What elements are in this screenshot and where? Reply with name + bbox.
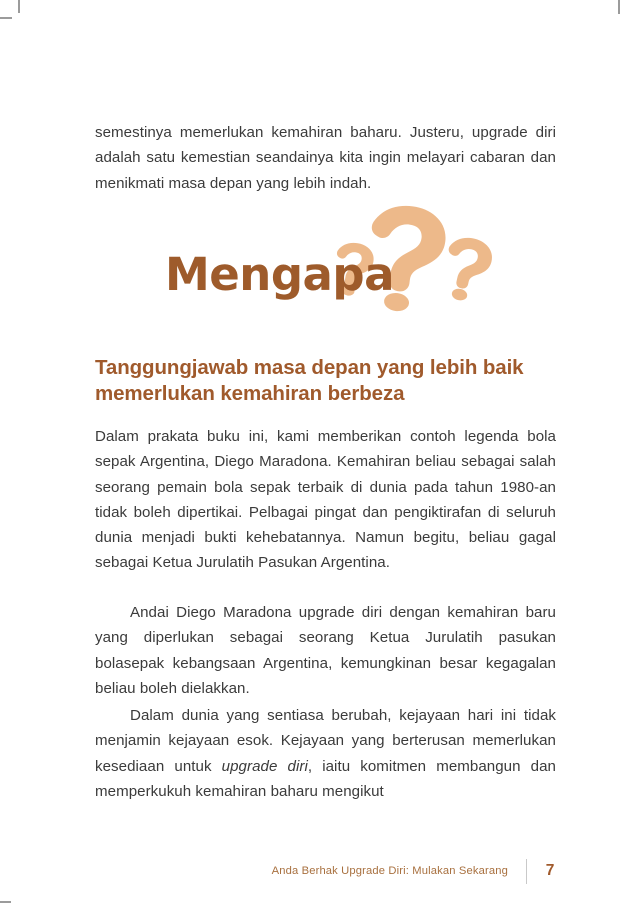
section-heading-text: Tanggungjawab masa depan yang lebih baik memerlukan kemahiran berbeza bbox=[95, 356, 524, 405]
paragraph-text-part2: , iaitu komitmen membangun dan memperkukuh kemahiran baharu mengikut bbox=[95, 757, 556, 800]
paragraph-emphasis-upgrade-diri: upgrade diri bbox=[221, 757, 308, 775]
paragraph-dunia-berubah bbox=[95, 703, 556, 804]
footer-book-title: Anda Berhak Upgrade Diri: Mulakan Sekarang bbox=[271, 865, 508, 877]
footer-page-number: 7 bbox=[545, 862, 555, 879]
crop-mark-bottom-left-horizontal bbox=[0, 901, 11, 903]
crop-mark-top-left-horizontal bbox=[0, 17, 12, 19]
paragraph-andai-maradona bbox=[95, 600, 556, 701]
page-footer bbox=[95, 858, 556, 884]
mengapa-display-art bbox=[95, 196, 556, 324]
paragraph-text: Andai Diego Maradona upgrade diri dengan kemahiran baru yang diperlukan sebagai seorang Ketua Jurulatih pasukan bolasepak kebangsaan Argentina, kemungkinan besar kegagalan beliau boleh dielakkan. bbox=[95, 604, 556, 697]
paragraph-text bbox=[95, 703, 556, 804]
opening-paragraph: semestinya memerlukan kemahiran baharu. Justeru, upgrade diri adalah satu kemestian seandainya kita ingin melayari cabaran dan menikmati masa depan yang lebih indah. bbox=[95, 124, 556, 192]
question-mark-medium-right-icon bbox=[443, 236, 493, 302]
crop-mark-top-left-vertical bbox=[18, 0, 20, 13]
paragraph-text: Dalam prakata buku ini, kami memberikan contoh legenda bola sepak Argentina, Diego Maradona. Kemahiran beliau sebagai salah seorang pemain bola sepak terbaik di dunia pada tahun 1980-an tidak boleh dipertikai. Pelbagai pingat dan pengiktirafan di seluruh dunia menjadi bukti kehebatannya. Namun begitu, beliau gagal sebagai Ketua Jurulatih Pasukan Argentina. bbox=[95, 428, 556, 572]
paragraph-maradona-intro bbox=[95, 424, 556, 576]
mengapa-word: Mengapa bbox=[165, 248, 394, 301]
footer-divider bbox=[526, 859, 527, 884]
paragraph-text-part1: Dalam dunia yang sentiasa berubah, kejayaan hari ini tidak menjamin kejayaan esok. Kejayaan yang berterusan memerlukan kesediaan untuk bbox=[95, 707, 556, 775]
section-heading bbox=[95, 355, 556, 406]
crop-mark-top-right-vertical bbox=[618, 0, 620, 14]
opening-paragraph-block bbox=[95, 120, 556, 196]
